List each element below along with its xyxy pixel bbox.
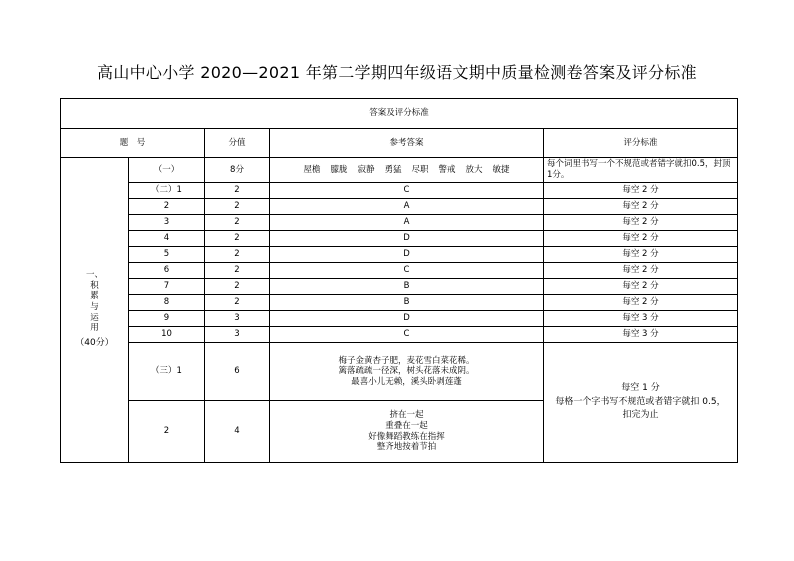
header-score: 分值 — [205, 129, 270, 158]
section-label — [61, 158, 129, 463]
table-row — [61, 247, 738, 263]
reference-answer: B — [270, 279, 544, 295]
question-number: 10 — [129, 327, 205, 343]
table-row — [61, 311, 738, 327]
table-row — [61, 279, 738, 295]
grading-rule: 每空 2 分 — [544, 199, 738, 215]
reference-answer: D — [270, 311, 544, 327]
question-score: 2 — [205, 199, 270, 215]
grading-rule: 每空 2 分 — [544, 295, 738, 311]
question-score: 3 — [205, 327, 270, 343]
question-score: 6 — [205, 343, 270, 401]
question-number: 8 — [129, 295, 205, 311]
question-number: 4 — [129, 231, 205, 247]
reference-answer: A — [270, 215, 544, 231]
table-row — [61, 183, 738, 199]
question-number: 6 — [129, 263, 205, 279]
question-number: 3 — [129, 215, 205, 231]
grading-rule: 每个词里书写一个不规范或者错字就扣0.5，封顶 1分。 — [544, 158, 738, 183]
question-number: （二）1 — [129, 183, 205, 199]
reference-answer: D — [270, 247, 544, 263]
question-number: 9 — [129, 311, 205, 327]
question-number: （一） — [129, 158, 205, 183]
reference-answer: D — [270, 231, 544, 247]
table-row — [61, 158, 738, 183]
question-score: 3 — [205, 311, 270, 327]
grading-rule: 每空 2 分 — [544, 183, 738, 199]
header-question-number: 题 号 — [61, 129, 205, 158]
question-score: 4 — [205, 401, 270, 463]
section-title: 一、 积 累 与 运 用 — [85, 270, 103, 334]
table-row — [61, 295, 738, 311]
answer-words: 屋檐 朦胧 寂静 勇猛 尽职 警戒 放大 敏捷 — [270, 158, 544, 183]
question-number: （三）1 — [129, 343, 205, 401]
table-heading-row — [61, 99, 738, 129]
reference-answer-poems: 梅子金黄杏子肥，麦花雪白菜花稀。 篱落疏疏一径深，树头花落未成阴。 最喜小儿无赖，溪头卧剥莲蓬 — [270, 343, 544, 401]
grading-rule: 每空 2 分 — [544, 231, 738, 247]
header-grading-rule: 评分标准 — [544, 129, 738, 158]
table-row — [61, 343, 738, 401]
question-score: 2 — [205, 215, 270, 231]
reference-answer: C — [270, 263, 544, 279]
question-score: 2 — [205, 279, 270, 295]
question-score: 2 — [205, 263, 270, 279]
table-heading: 答案及评分标准 — [61, 99, 738, 129]
question-number: 2 — [129, 401, 205, 463]
question-number: 7 — [129, 279, 205, 295]
table-row — [61, 231, 738, 247]
question-score: 2 — [205, 183, 270, 199]
table-row — [61, 199, 738, 215]
document-title: 高山中心小学 2020—2021 年第二学期四年级语文期中质量检测卷答案及评分标准 — [97, 63, 697, 82]
header-reference-answer: 参考答案 — [270, 129, 544, 158]
question-number: 2 — [129, 199, 205, 215]
reference-answer: B — [270, 295, 544, 311]
reference-answer: A — [270, 199, 544, 215]
answer-table — [60, 98, 738, 463]
column-header-row — [61, 129, 738, 158]
section-score: （40分） — [75, 337, 114, 348]
table-row — [61, 327, 738, 343]
table-row — [61, 215, 738, 231]
grading-rule: 每空 2 分 — [544, 215, 738, 231]
grading-rule: 每空 2 分 — [544, 247, 738, 263]
table-row — [61, 263, 738, 279]
grading-rule: 每空 2 分 — [544, 279, 738, 295]
reference-answer: C — [270, 327, 544, 343]
question-number: 5 — [129, 247, 205, 263]
grading-rule: 每空 2 分 — [544, 263, 738, 279]
grading-rule: 每空 3 分 — [544, 311, 738, 327]
question-score: 2 — [205, 231, 270, 247]
grading-rule: 每空 3 分 — [544, 327, 738, 343]
grading-rule-merged: 每空 1 分 每格一个字书写不规范或者错字就扣 0.5， 扣完为止 — [544, 343, 738, 463]
question-score: 2 — [205, 247, 270, 263]
question-score: 8分 — [205, 158, 270, 183]
reference-answer: C — [270, 183, 544, 199]
question-score: 2 — [205, 295, 270, 311]
reference-answer-phrases: 挤在一起 重叠在一起 好像舞蹈教练在指挥 整齐地按着节拍 — [270, 401, 544, 463]
